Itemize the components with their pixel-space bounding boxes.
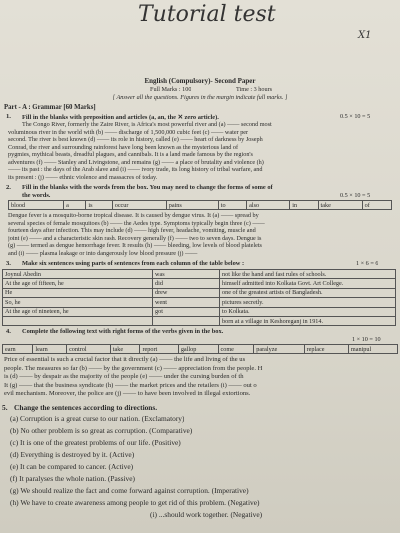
q3-sentence-table — [2, 269, 396, 326]
verb-box-cell: learn — [33, 345, 67, 354]
paper-title: English (Compulsory)- Second Paper — [144, 78, 256, 85]
passage-line: people. The measures so far (b) —— by the government (c) —— appreciation from the people. H — [4, 364, 263, 372]
verb-box-cell: paralyze — [254, 345, 304, 354]
q4-verb-box — [2, 344, 398, 354]
q3-number: 3. — [6, 260, 11, 267]
handwritten-title: Tutorial test — [138, 2, 276, 27]
word-box-cell: to — [218, 201, 246, 210]
list-item: (b) No other problem is so great as corruption. (Comparative) — [10, 426, 193, 435]
q1-marks: 0.5 × 10 = 5 — [340, 113, 371, 120]
q2-word-box — [8, 200, 392, 210]
verb-box-cell: come — [218, 345, 254, 354]
q5-title: Change the sentences according to directions. — [14, 403, 158, 412]
verb-box-cell: report — [140, 345, 178, 354]
table-row — [3, 288, 396, 297]
list-item: (d) Everything is destroyed by it. (Active) — [10, 450, 135, 459]
part-a-label: Part - A : Grammar [60 Marks] — [4, 104, 96, 111]
table-cell: Joynul Abedin — [3, 270, 153, 279]
table-cell: He — [3, 288, 153, 297]
passage-line: several species of female mosquitoes (b) —— the Aedes type. Symptoms typically begin three (c) —— — [8, 219, 265, 227]
q4-title: Complete the following text with right forms of the verbs given in the box. — [22, 328, 224, 335]
instructions: [ Answer all the questions. Figures in the margin indicate full marks. ] — [112, 94, 288, 101]
table-cell — [3, 316, 153, 325]
list-item: (e) It can be compared to cancer. (Active) — [10, 462, 134, 471]
time: Time : 3 hours — [236, 86, 273, 93]
list-item: (c) It is one of the greatest problems of our life. (Positive) — [10, 438, 181, 447]
q1-title: Fill in the blanks with preposition and articles (a, an, the ✕ zero article). — [22, 114, 219, 121]
list-item: (f) It paralyses the whole nation. (Passive) — [10, 474, 135, 483]
word-box-cell: of — [362, 201, 391, 210]
word-box-cell: a — [64, 201, 86, 210]
table-cell: went — [153, 298, 220, 307]
table-cell: got — [153, 307, 220, 316]
q2-title: Fill in the blanks with the words from the box. You may need to change the forms of some of — [22, 184, 273, 191]
passage-line: its present : (j) —— ethnic violence and massacres of today. — [8, 173, 158, 181]
word-box-cell: blood — [9, 201, 64, 210]
table-cell: himself admitted into Kolkata Govt. Art College. — [220, 279, 396, 288]
passage-line: It (g) —— that the business syndicate (h) —— the market prices and the retailers (i) —— out o — [4, 381, 257, 389]
word-box-cell: take — [318, 201, 362, 210]
verb-box-cell: replace — [304, 345, 348, 354]
table-row — [3, 270, 396, 279]
table-cell: drew — [153, 288, 220, 297]
table-cell: one of the greatest artists of Bangladesh. — [220, 288, 396, 297]
table-cell: to Kolkata. — [220, 307, 396, 316]
table-cell: born at a village in Keshoreganj in 1914. — [220, 316, 396, 325]
list-item: (i) ...should work together. (Negative) — [150, 510, 263, 519]
table-cell: At the age of fifteen, he — [3, 279, 153, 288]
verb-box-cell: gallop — [178, 345, 218, 354]
q1-number: 1. — [6, 113, 11, 120]
passage-line: Dengue fever is a mosquito-borne tropical disease. It is caused by dengue virus. It (a) —— spread by — [8, 212, 259, 219]
table-row — [3, 298, 396, 307]
table-cell: So, he — [3, 298, 153, 307]
passage-line: adventures (f) —— Stanley and Livingstone, and remains (g) —— a place of brutality and violence (h) — [8, 158, 264, 166]
passage-line: and (i) —— plasma leakage or into dangerously low blood pressure (j) —— — [8, 249, 198, 257]
q3-title: Make six sentences using parts of sentences from each column of the table below : — [22, 260, 245, 267]
q5-number: 5. — [2, 403, 8, 412]
passage-line: (g) —— termed as dengue hemorrhage fever. It results (h) —— bleeding, low levels of blood platelets — [8, 242, 262, 249]
q4-number: 4. — [6, 328, 11, 335]
table-row — [3, 316, 396, 325]
table-cell: was — [153, 270, 220, 279]
table-cell: did — [153, 279, 220, 288]
verb-box-cell: manipul — [348, 345, 397, 354]
passage-line: The Congo River, formerly the Zaire River, is Africa's most powerful river and (a) —— second most — [22, 121, 272, 128]
passage-line: is (d) —— by despair as the majority of the people (e) —— under the cursing burden of th — [4, 373, 244, 380]
word-box-cell: occur — [112, 201, 166, 210]
passage-line: pygmies, mythical beasts, dreadful plagues, and cannibals. It is a land made famous by the region's — [8, 151, 253, 158]
handwritten-mark: X1 — [358, 30, 372, 41]
word-box-cell: is — [86, 201, 112, 210]
passage-line: —— its past : the days of the Arab slave and (i) —— ivory trade, its long history of tribal warfare, and — [8, 166, 263, 173]
full-marks: Full Marks : 100 — [150, 86, 192, 93]
table-row — [3, 279, 396, 288]
passage-line: second. The river is best known (d) —— its role in history, called (e) —— heart of darkness by Joseph — [8, 136, 263, 143]
q2-marks: 0.5 × 10 = 5 — [340, 191, 371, 199]
list-item: (a) Corruption is a great curse to our nation. (Exclamatory) — [10, 414, 185, 423]
table-row — [3, 307, 396, 316]
word-box-cell: pains — [166, 201, 218, 210]
table-cell: pictures secretly. — [220, 298, 396, 307]
q2-number: 2. — [6, 184, 11, 191]
table-cell — [153, 316, 220, 325]
passage-line: joint (e) —— and a characteristic skin rash. Recovery generally (f) —— two to seven days. Dengue is — [8, 234, 262, 242]
q4-marks: 1 × 10 = 10 — [352, 336, 381, 343]
list-item: (g) We should realize the fact and come forward against corruption. (Imperative) — [10, 486, 249, 495]
q2-title-cont: the words. — [22, 191, 51, 199]
verb-box-cell: control — [67, 345, 111, 354]
word-box-cell: also — [247, 201, 290, 210]
table-cell: At the age of nineteen, he — [3, 307, 153, 316]
verb-box-cell: take — [110, 345, 140, 354]
verb-box-cell: earn — [3, 345, 33, 354]
passage-line: voluminous river in the world with (b) —— discharge of 1,500,000 cubic feet (c) —— water per — [8, 128, 249, 136]
table-cell: not like the hand and fast rules of schools. — [220, 270, 396, 279]
word-box-cell: in — [290, 201, 318, 210]
passage-line: evil mechanism. Moreover, the police are (j) —— to have been involved in illegal extortions. — [4, 390, 251, 397]
passage-line: Conrad, the river and surrounding rainforest have long been known as the mysterious land of — [8, 143, 239, 151]
passage-line: Price of essential is such a crucial factor that it directly (a) —— the life and living of the us — [4, 356, 246, 363]
q3-marks: 1 × 6 = 6 — [356, 260, 379, 267]
passage-line: fourteen days after infection. This may include (d) —— high fever, headache, vomiting, muscle and — [8, 227, 256, 234]
list-item: (h) We have to create awareness among people to get rid of this problem. (Negative) — [10, 498, 260, 507]
